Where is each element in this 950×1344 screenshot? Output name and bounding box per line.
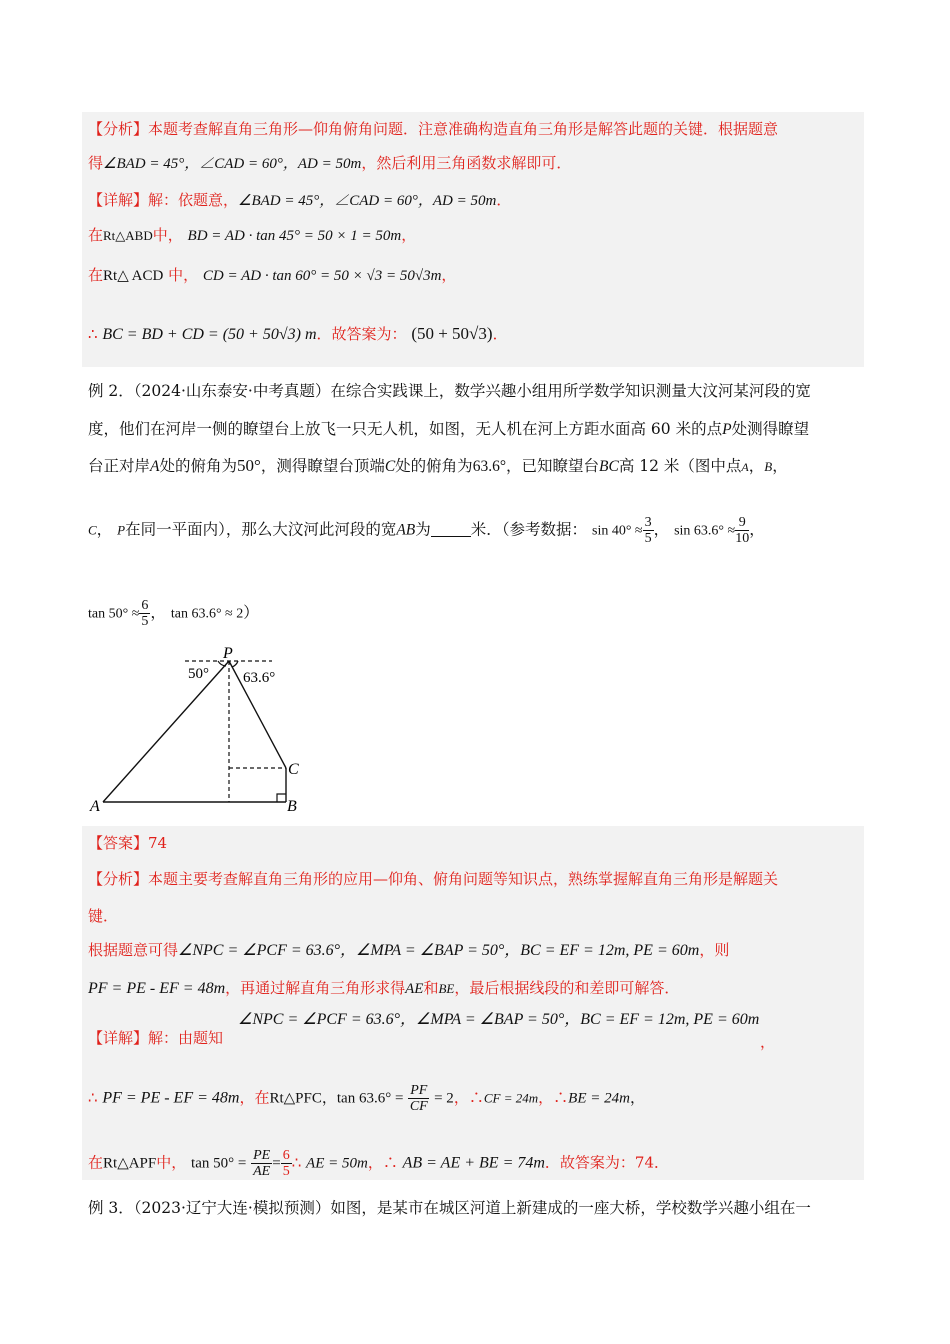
detail-line-3 [88, 265, 868, 286]
answer-value: 74 [148, 834, 168, 852]
therefore-symbol: ∴ [291, 1153, 302, 1172]
analysis-text: 本题主要考查解直角三角形的应用—仰角、俯角问题等知识点，熟练掌握解直角三角形是解题关 [148, 870, 779, 888]
math-expression: AE = 50m [306, 1155, 368, 1172]
denominator: 10 [735, 531, 750, 546]
triangle-label: Rt△APF [103, 1155, 157, 1172]
analysis2-line-4 [88, 978, 868, 999]
text: ， [629, 1088, 645, 1107]
analysis-text: 本题考查解直角三角形—仰角俯角问题．注意准确构造直角三角形是解答此题的关键．根据题意 [148, 120, 779, 138]
math-expression: BE = 24m [568, 1090, 630, 1107]
var: C [384, 458, 396, 475]
label-A: A [90, 798, 100, 815]
example3-line-1: 例 3．（2023·辽宁大连·模拟预测）如图，是某市在城区河道上新建成的一座大桥，学校数学兴趣小组在一 [88, 1199, 811, 1217]
text: ， [150, 603, 166, 622]
analysis-tag: 【分析】 [88, 870, 149, 888]
therefore-symbol: ∴ [88, 325, 98, 343]
text: 中， [168, 266, 199, 284]
math-expression: CD = AD · tan 60° = 50 × √3 = 50√3m [202, 268, 442, 284]
text: 和 [423, 979, 439, 997]
fraction [408, 1083, 429, 1114]
var: P [722, 421, 732, 438]
therefore-symbol: ∴ [468, 1088, 484, 1107]
numerator: 6 [141, 598, 149, 613]
numerator: PE [253, 1148, 271, 1163]
answer-line [88, 833, 868, 853]
example2-line-4 [88, 515, 868, 546]
text: ，测得瞭望台顶端 [260, 457, 385, 475]
answer-tag: 【答案】 [88, 834, 149, 852]
text: 解：依题意， [148, 191, 239, 209]
example2-line-1: 例 2．（2024·山东泰安·中考真题）在综合实践课上，数学兴趣小组用所学数学知识测量大汶河某河段的宽 [88, 382, 811, 400]
math-expression: tan 50° = [191, 1155, 247, 1172]
text: ．故答案为： [316, 325, 407, 343]
detail-line-4 [88, 324, 868, 345]
detail2-line-2 [88, 1083, 868, 1114]
analysis2-line-1 [88, 869, 868, 889]
text: ，然后利用三角函数求解即可． [361, 154, 572, 172]
text: ， [96, 520, 113, 539]
var: AB [396, 521, 416, 539]
math-expression: AB = AE + BE = 74m [402, 1154, 545, 1172]
math-expression: sin 40° ≈ [592, 523, 643, 539]
text: 中， [156, 1153, 187, 1172]
math-expression: sin 63.6° ≈ [674, 523, 736, 539]
text: 处测得瞭望 [731, 420, 810, 438]
fraction [643, 515, 654, 546]
text: 中， [152, 226, 183, 244]
angle-value: 50° [237, 456, 261, 475]
math-expression: ，tan 63.6° = [321, 1090, 404, 1107]
fraction [139, 598, 150, 629]
text: ，则 [699, 941, 730, 959]
label-B: B [287, 798, 297, 815]
label-C: C [288, 761, 299, 778]
denominator: 5 [644, 531, 652, 546]
analysis2-line-3 [88, 940, 868, 961]
text: ，在 [239, 1088, 270, 1107]
text: 米．（参考数据： [470, 520, 588, 539]
text: ．故答案为：74． [544, 1153, 670, 1172]
therefore-symbol: ∴ [553, 1088, 569, 1107]
numerator: 6 [282, 1148, 290, 1163]
analysis-tag: 【分析】 [88, 120, 149, 138]
text: ， [367, 1153, 383, 1172]
text: 为 [415, 520, 431, 539]
triangle-label: Rt△ABD [103, 228, 153, 243]
text: ） [243, 603, 259, 622]
math-expression: ∠NPC = ∠PCF = 63.6°，∠MPA = ∠BAP = 50°，BC = EF = 12m, PE = 60m [178, 942, 700, 959]
text: 度，他们在河岸一侧的瞭望台上放飞一只无人机，如图，无人机在河上方距水面高 60 米的点 [88, 420, 723, 438]
var: B [764, 459, 773, 474]
example2-line-3 [88, 456, 868, 477]
text: ，最后根据线段的和差即可解答． [454, 979, 680, 997]
segment-PA [103, 661, 229, 802]
var: AE [405, 981, 424, 997]
angle-label-50: 50° [188, 666, 209, 682]
math-expression: ∠BAD = 45°，∠CAD = 60°，AD = 50m [103, 156, 362, 172]
text: ． [496, 191, 512, 209]
math-expression: BD = AD · tan 45° = 50 × 1 = 50m [187, 228, 402, 244]
therefore-symbol: ∴ [382, 1153, 398, 1172]
denominator: CF [409, 1099, 428, 1114]
denominator: 5 [282, 1164, 290, 1179]
detail-tag: 【详解】 [88, 1029, 149, 1047]
fraction [735, 515, 749, 546]
text: 解：由题知 [148, 1029, 224, 1047]
example2-line-2 [88, 419, 868, 440]
detail2-line-3 [88, 1148, 868, 1179]
math-expression: CF = 24m [483, 1090, 539, 1106]
var: C [88, 522, 97, 538]
detail-line-1 [88, 190, 868, 211]
text: ， [748, 457, 765, 475]
var: A [741, 460, 749, 474]
analysis2-line-2: 键． [88, 907, 119, 925]
detail2-trailing-comma: ， [760, 1033, 776, 1051]
angle-arc-right [232, 661, 238, 667]
answer-expression: (50 + 50√3) [411, 324, 493, 343]
angle-label-63-6: 63.6° [243, 670, 276, 686]
detail-tag: 【详解】 [88, 191, 149, 209]
text: 在 [88, 226, 104, 244]
answer-blank [431, 522, 471, 537]
text: 处的俯角为 [395, 457, 473, 475]
denominator: 5 [141, 614, 149, 629]
text: 台正对岸 [88, 457, 151, 475]
text: ， [453, 1088, 469, 1107]
math-expression: ∠BAD = 45°，∠CAD = 60°，AD = 50m [238, 193, 497, 209]
math-expression: tan 63.6° ≈ 2 [170, 606, 244, 622]
fraction [281, 1148, 292, 1179]
text: ， [749, 520, 765, 539]
text: 在同一平面内），那么大汶河此河段的宽 [125, 520, 397, 539]
right-angle-mark [277, 794, 286, 802]
text: ， [538, 1088, 554, 1107]
detail-line-2 [88, 225, 868, 246]
numerator: 9 [735, 515, 749, 531]
math-expression: tan 50° ≈ [88, 606, 140, 622]
math-expression: PF = PE - EF = 48m [88, 980, 226, 997]
fraction [251, 1148, 272, 1179]
denominator: AE [253, 1164, 271, 1179]
triangle-label: Rt△PFC [269, 1090, 322, 1107]
text: 根据题意可得 [88, 941, 179, 959]
text: ． [492, 325, 508, 343]
therefore-symbol: ∴ [88, 1088, 98, 1107]
math-expression: PF = PE - EF = 48m [102, 1089, 240, 1107]
var: A [150, 458, 160, 475]
numerator: PF [410, 1083, 428, 1098]
triangle-label: Rt△ ACD [103, 268, 164, 284]
detail2-line-1 [88, 1028, 868, 1048]
text: 在 [88, 1153, 104, 1172]
text: 高 12 米（图中点 [618, 457, 742, 475]
var: P [117, 522, 126, 538]
detail2-math: ∠NPC = ∠PCF = 63.6°，∠MPA = ∠BAP = 50°，BC = EF = 12m, PE = 60m [238, 1011, 760, 1028]
text: ， [653, 520, 670, 539]
text: ，再通过解直角三角形求得 [225, 979, 406, 997]
math-expression: = 2 [434, 1090, 454, 1107]
text: 得 [88, 154, 104, 172]
text: ， [401, 226, 417, 244]
example2-line-5 [88, 598, 868, 629]
math-expression: BC = BD + CD = (50 + 50√3) m [102, 326, 317, 343]
analysis-line-2 [88, 153, 868, 174]
math-expression: = [272, 1155, 281, 1172]
angle-value: 63.6° [472, 458, 507, 475]
var: BC [599, 458, 619, 475]
numerator: 3 [644, 515, 652, 530]
text: ， [441, 266, 457, 284]
var: BE [438, 981, 455, 996]
label-P: P [223, 645, 233, 662]
geometry-figure [80, 640, 320, 820]
text: 在 [88, 266, 104, 284]
text: 处的俯角为 [159, 457, 237, 475]
analysis-line-1 [88, 119, 868, 139]
text: ， [772, 457, 788, 475]
text: ，已知瞭望台 [506, 457, 600, 475]
